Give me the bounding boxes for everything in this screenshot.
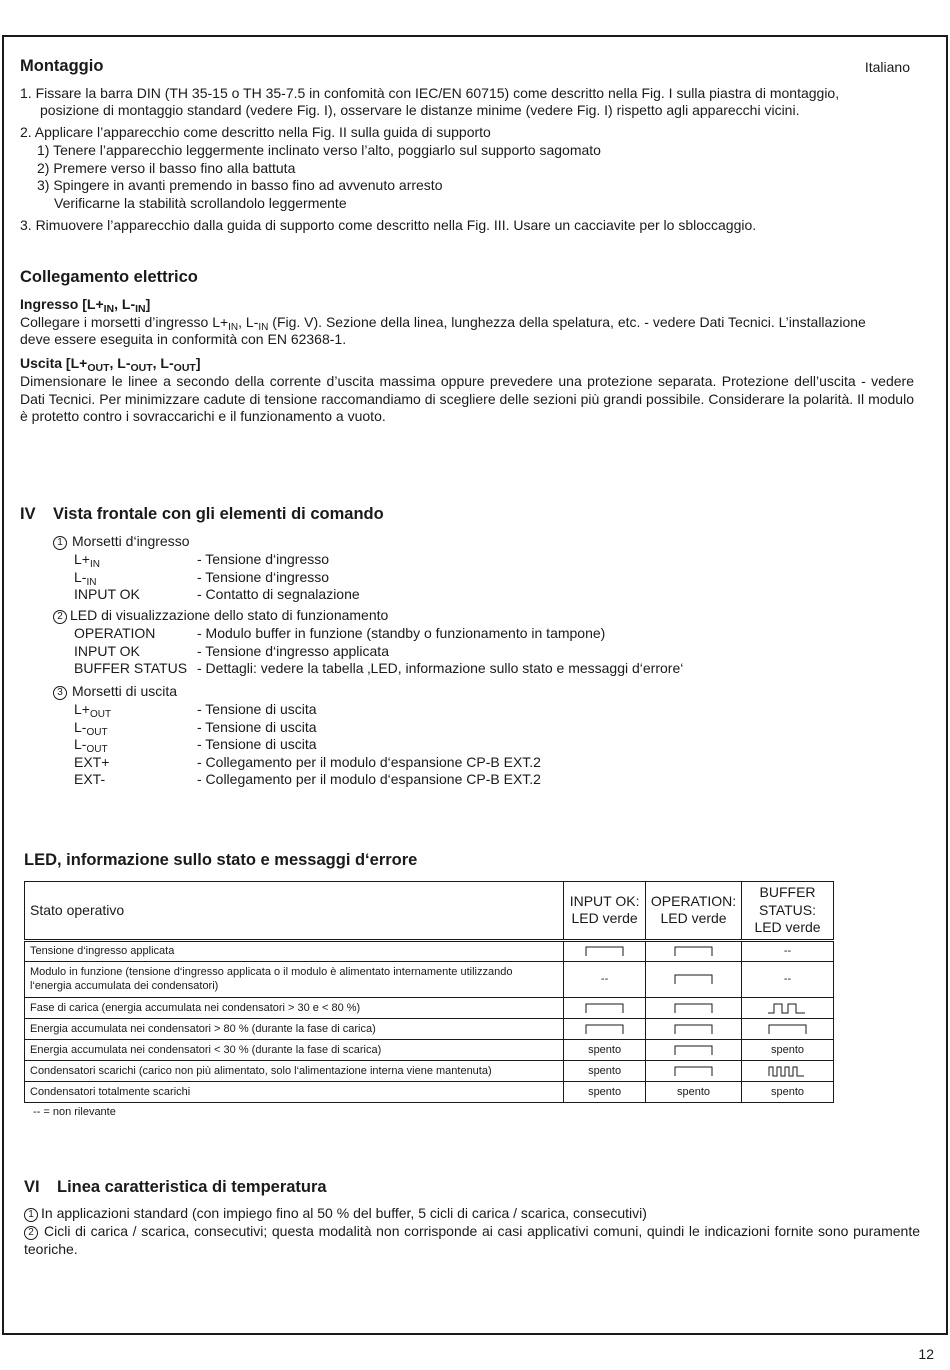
- temperatura-title: Linea caratteristica di temperatura: [57, 1178, 327, 1196]
- output-terminal-label: $L-_{OUT}$: [74, 718, 108, 738]
- state-cell: Condensatori scarichi (carico non più alimentato, solo l‘alimentazione interna viene mantenuta): [25, 1060, 564, 1081]
- state-cell: Condensatori totalmente scarichi: [25, 1081, 564, 1102]
- uscita-text: Dimensionare le linee a secondo della corrente d’uscita massima oppure prevedere una protezione separata. Protezione dell’uscita - vedere Dati Tecnici. Per minimizzare cadute di tensione raccomandiamo di scegliere delle sezioni più grandi possibile. Considerare la polarità. Il modulo è protetto contro i sovraccarichi e il funzionamento a vuoto.: [20, 373, 914, 425]
- montaggio-item-2-step-1: 1) Tenere l’apparecchio leggermente inclinato verso l’alto, poggiarlo sul supporto sagomato: [37, 142, 601, 158]
- operation-cell: [646, 1060, 742, 1081]
- temperatura-note-1: 1 In applicazioni standard (con impiego fino al 50 % del buffer, 5 cicli di carica / scarica, consecutivi): [24, 1205, 647, 1223]
- header-stato-operativo: Stato operativo: [25, 882, 564, 941]
- montaggio-item-1: 1. Fissare la barra DIN (TH 35-15 o TH 35-7.5 in confomità con IEC/EN 60715) come descritto nella Fig. I sulla piastra di montaggio,: [20, 85, 840, 101]
- state-cell: Tensione d‘ingresso applicata: [25, 940, 564, 961]
- led-on-symbol: [673, 973, 715, 985]
- buffer-status-cell: [742, 1018, 834, 1039]
- input-ok-cell: [564, 1018, 646, 1039]
- header-buffer-status: BUFFER STATUS: LED verde: [742, 882, 834, 941]
- ingresso-text-cont: deve essere eseguita in conformità con EN 62368-1.: [20, 331, 347, 347]
- table-header-row: [25, 882, 834, 941]
- led-indicator-description: - Modulo buffer in funzione (standby o funzionamento in tampone): [197, 625, 606, 641]
- led-on-symbol: [673, 1023, 715, 1035]
- buffer-status-cell: --: [742, 940, 834, 961]
- output-terminal-label: $L+_{OUT}$: [74, 701, 112, 720]
- operation-cell: spento: [646, 1081, 742, 1102]
- temperatura-roman: VI: [24, 1178, 40, 1196]
- output-terminal-label: EXT+: [74, 753, 110, 770]
- buffer-status-cell: spento: [742, 1039, 834, 1060]
- language-label: Italiano: [864, 59, 910, 75]
- led-flashing-fast-symbol: [767, 1065, 809, 1077]
- led-indicator-label: INPUT OK: [74, 642, 140, 659]
- vista-group-2-title: 2 LED di visualizzazione dello stato di funzionamento: [53, 607, 388, 625]
- input-ok-cell: [564, 997, 646, 1018]
- output-terminal-description: - Tensione di uscita: [197, 718, 317, 735]
- input-terminal-description: - Contatto di segnalazione: [197, 586, 360, 603]
- state-cell: Fase di carica (energia accumulata nei condensatori > 30 e < 80 %): [25, 997, 564, 1018]
- table-row: [25, 961, 834, 997]
- montaggio-item-3: 3. Rimuovere l’apparecchio dalla guida di supporto come descritto nella Fig. III. Usare un cacciavite per lo sbloccaggio.: [20, 217, 757, 233]
- led-table-title: LED, informazione sullo stato e messaggi d‘errore: [24, 851, 418, 869]
- led-on-symbol: [767, 1023, 809, 1035]
- buffer-status-cell: [742, 997, 834, 1018]
- montaggio-item-2-step-2: 2) Premere verso il basso fino alla battuta: [37, 160, 296, 176]
- vista-roman: IV: [20, 505, 36, 523]
- table-row: [25, 1081, 834, 1102]
- operation-cell: [646, 997, 742, 1018]
- table-row: [25, 1039, 834, 1060]
- led-indicator-description: - Tensione d‘ingresso applicata: [197, 642, 389, 659]
- state-cell: Modulo in funzione (tensione d‘ingresso applicata o il modulo è alimentato internamente utilizzando l‘energia accumulata dei condensatori): [25, 961, 564, 997]
- operation-cell: [646, 1018, 742, 1039]
- led-table-legend: -- = non rilevante: [33, 1106, 116, 1118]
- ingresso-text: Collegare i morsetti d’ingresso $L+_{IN}$, $L-_{IN}$ (Fig. V). Sezione della linea, lunghezza della spelatura, etc. - vedere Dati Tecnici. L’installazione: [20, 314, 866, 333]
- led-flashing-slow-symbol: [767, 1002, 809, 1014]
- circled-number-1: 1: [24, 1208, 38, 1222]
- input-terminal-label: $L-_{IN}$: [74, 568, 97, 588]
- input-ok-cell: --: [564, 961, 646, 997]
- table-row: [25, 940, 834, 961]
- output-terminal-description: - Tensione di uscita: [197, 701, 317, 717]
- circled-number-2: 2: [24, 1226, 38, 1240]
- input-ok-cell: spento: [564, 1039, 646, 1060]
- temperatura-note-2: 2 Cicli di carica / scarica, consecutivi; questa modalità non corrisponde ai casi applicativi comuni, quindi le indicazioni fornite sono puramente teoriche.: [24, 1223, 920, 1257]
- circled-number-3: 3: [53, 686, 67, 700]
- vista-group-3-title: 3 Morsetti di uscita: [53, 683, 177, 701]
- led-indicator-label: OPERATION: [74, 625, 156, 641]
- output-terminal-label: $L-_{OUT}$: [74, 736, 108, 756]
- page-number: 12: [918, 1346, 934, 1362]
- buffer-status-cell: --: [742, 961, 834, 997]
- input-ok-cell: spento: [564, 1060, 646, 1081]
- output-terminal-description: - Collegamento per il modulo d‘espansione CP-B EXT.2: [197, 771, 541, 788]
- led-indicator-label: BUFFER STATUS: [74, 660, 188, 677]
- buffer-status-cell: spento: [742, 1081, 834, 1102]
- led-on-symbol: [584, 1002, 626, 1014]
- output-terminal-label: EXT-: [74, 771, 106, 788]
- led-on-symbol: [584, 1023, 626, 1035]
- buffer-status-cell: [742, 1060, 834, 1081]
- montaggio-item-2: 2. Applicare l’apparecchio come descritto nella Fig. II sulla guida di supporto: [20, 124, 491, 140]
- led-on-symbol: [673, 945, 715, 957]
- output-terminal-description: - Tensione di uscita: [197, 736, 317, 753]
- input-terminal-description: - Tensione d‘ingresso: [197, 551, 330, 567]
- input-terminal-label: $L+_{IN}$: [74, 551, 100, 570]
- led-on-symbol: [584, 945, 626, 957]
- input-terminal-description: - Tensione d‘ingresso: [197, 568, 330, 585]
- operation-cell: [646, 961, 742, 997]
- table-row: [25, 1060, 834, 1081]
- table-row: [25, 997, 834, 1018]
- montaggio-item-2-step-3: 3) Spingere in avanti premendo in basso fino ad avvenuto arresto: [37, 177, 443, 193]
- header-operation: OPERATION: LED verde: [646, 882, 742, 941]
- circled-number-1: 1: [53, 536, 67, 550]
- table-row: [25, 1018, 834, 1039]
- montaggio-title: Montaggio: [20, 57, 104, 75]
- header-input-ok: INPUT OK: LED verde: [564, 882, 646, 941]
- vista-group-1-title: 1 Morsetti d‘ingresso: [53, 533, 190, 551]
- output-terminal-description: - Collegamento per il modulo d‘espansione CP-B EXT.2: [197, 753, 541, 770]
- led-on-symbol: [673, 1002, 715, 1014]
- state-cell: Energia accumulata nei condensatori > 80 % (durante la fase di carica): [25, 1018, 564, 1039]
- vista-title: Vista frontale con gli elementi di comando: [53, 505, 384, 523]
- circled-number-2: 2: [53, 610, 67, 624]
- led-on-symbol: [673, 1065, 715, 1077]
- montaggio-item-1-cont: posizione di montaggio standard (vedere Fig. I), osservare le distanze minime (vedere Fig. I) rispetto agli apparecchi vicini.: [40, 102, 800, 118]
- operation-cell: [646, 940, 742, 961]
- uscita-heading: Uscita [$L+_{OUT}$, $L-_{OUT}$, $L-_{OUT}$]: [20, 355, 201, 374]
- state-cell: Energia accumulata nei condensatori < 30 % (durante la fase di scarica): [25, 1039, 564, 1060]
- input-ok-cell: [564, 940, 646, 961]
- input-ok-cell: spento: [564, 1081, 646, 1102]
- led-indicator-description: - Dettagli: vedere la tabella ‚LED, informazione sullo stato e messaggi d‘errore‘: [197, 660, 684, 677]
- led-on-symbol: [673, 1044, 715, 1056]
- ingresso-heading: Ingresso [$L+_{IN}$, $L-_{IN}$]: [20, 296, 151, 315]
- led-status-table: [24, 881, 834, 1103]
- operation-cell: [646, 1039, 742, 1060]
- collegamento-title: Collegamento elettrico: [20, 268, 198, 286]
- montaggio-item-2-step-3-cont: Verificarne la stabilità scrollandolo leggermente: [54, 195, 347, 211]
- input-terminal-label: INPUT OK: [74, 586, 140, 603]
